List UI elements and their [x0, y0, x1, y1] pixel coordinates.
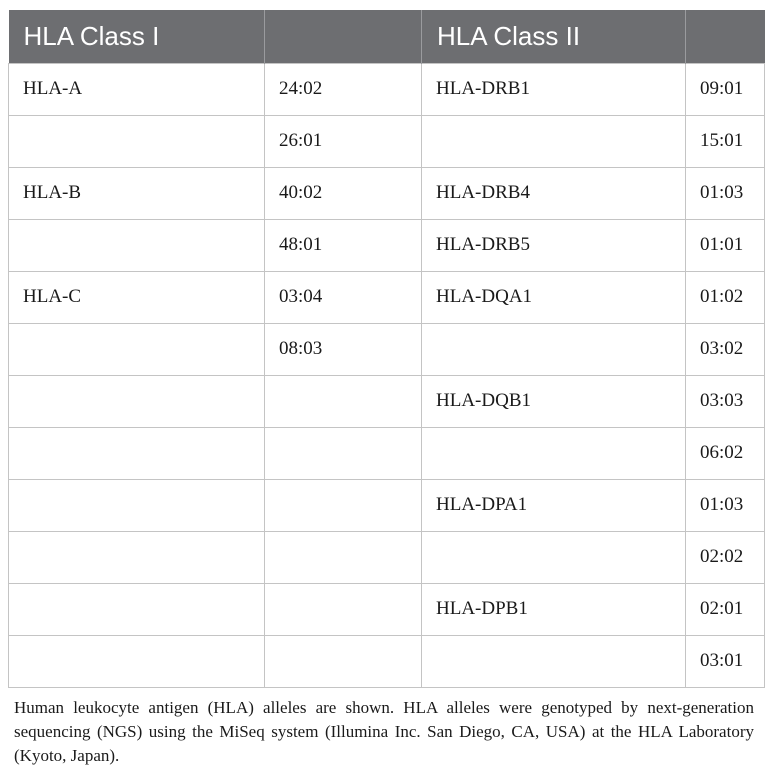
table-row — [9, 220, 765, 272]
class-ii-locus-cell — [422, 636, 686, 688]
class-ii-allele-cell: 03:03 — [686, 376, 765, 428]
class-i-locus-cell — [9, 116, 265, 168]
class-ii-allele-cell: 01:03 — [686, 480, 765, 532]
class-ii-allele-cell: 03:02 — [686, 324, 765, 376]
class-i-locus-cell — [9, 324, 265, 376]
class-ii-allele-cell: 15:01 — [686, 116, 765, 168]
table-footnote: Human leukocyte antigen (HLA) alleles are shown. HLA alleles were genotyped by next-generation sequencing (NGS) using the MiSeq system (Illumina Inc. San Diego, CA, USA) at the HLA Laboratory (Kyoto, Japan). — [14, 698, 754, 765]
table-row — [9, 168, 765, 220]
class-i-allele-cell: 40:02 — [265, 168, 422, 220]
class-ii-allele-cell: 01:02 — [686, 272, 765, 324]
class-i-allele-cell: 26:01 — [265, 116, 422, 168]
table-row — [9, 532, 765, 584]
class-i-locus-cell — [9, 532, 265, 584]
table-row — [9, 272, 765, 324]
class-i-allele-cell: 03:04 — [265, 272, 422, 324]
class-i-allele-cell — [265, 584, 422, 636]
class-i-allele-cell: 08:03 — [265, 324, 422, 376]
header-hla-class-i: HLA Class I — [9, 10, 265, 64]
class-ii-locus-cell: HLA-DRB5 — [422, 220, 686, 272]
class-ii-locus-cell — [422, 532, 686, 584]
table-row — [9, 584, 765, 636]
class-ii-allele-cell: 02:01 — [686, 584, 765, 636]
class-i-locus-cell — [9, 636, 265, 688]
class-ii-locus-cell: HLA-DPA1 — [422, 480, 686, 532]
class-i-locus-cell — [9, 584, 265, 636]
class-ii-allele-cell: 03:01 — [686, 636, 765, 688]
class-ii-locus-cell: HLA-DPB1 — [422, 584, 686, 636]
header-hla-class-ii: HLA Class II — [422, 10, 686, 64]
table-row — [9, 64, 765, 116]
class-i-allele-cell — [265, 480, 422, 532]
class-ii-allele-cell: 06:02 — [686, 428, 765, 480]
class-ii-locus-cell: HLA-DRB1 — [422, 64, 686, 116]
class-i-locus-cell — [9, 376, 265, 428]
table-row — [9, 376, 765, 428]
class-ii-allele-cell: 02:02 — [686, 532, 765, 584]
table-row — [9, 116, 765, 168]
class-i-allele-cell: 48:01 — [265, 220, 422, 272]
class-i-locus-cell: HLA-B — [9, 168, 265, 220]
class-i-locus-cell — [9, 220, 265, 272]
header-class-i-allele — [265, 10, 422, 64]
class-i-allele-cell — [265, 376, 422, 428]
hla-allele-table — [8, 10, 765, 688]
class-ii-locus-cell — [422, 324, 686, 376]
class-i-locus-cell — [9, 428, 265, 480]
class-ii-allele-cell: 01:03 — [686, 168, 765, 220]
class-ii-locus-cell — [422, 116, 686, 168]
class-ii-locus-cell — [422, 428, 686, 480]
class-i-allele-cell — [265, 428, 422, 480]
class-ii-allele-cell: 01:01 — [686, 220, 765, 272]
class-i-locus-cell — [9, 480, 265, 532]
table-row — [9, 324, 765, 376]
class-ii-allele-cell: 09:01 — [686, 64, 765, 116]
class-ii-locus-cell: HLA-DQA1 — [422, 272, 686, 324]
table-row — [9, 480, 765, 532]
table-header — [9, 10, 765, 64]
table-row — [9, 428, 765, 480]
class-i-locus-cell: HLA-C — [9, 272, 265, 324]
header-row — [9, 10, 765, 64]
class-ii-locus-cell: HLA-DRB4 — [422, 168, 686, 220]
class-ii-locus-cell: HLA-DQB1 — [422, 376, 686, 428]
header-class-ii-allele — [686, 10, 765, 64]
class-i-allele-cell: 24:02 — [265, 64, 422, 116]
class-i-allele-cell — [265, 532, 422, 584]
class-i-locus-cell: HLA-A — [9, 64, 265, 116]
class-i-allele-cell — [265, 636, 422, 688]
table-body — [9, 64, 765, 688]
table-row — [9, 636, 765, 688]
